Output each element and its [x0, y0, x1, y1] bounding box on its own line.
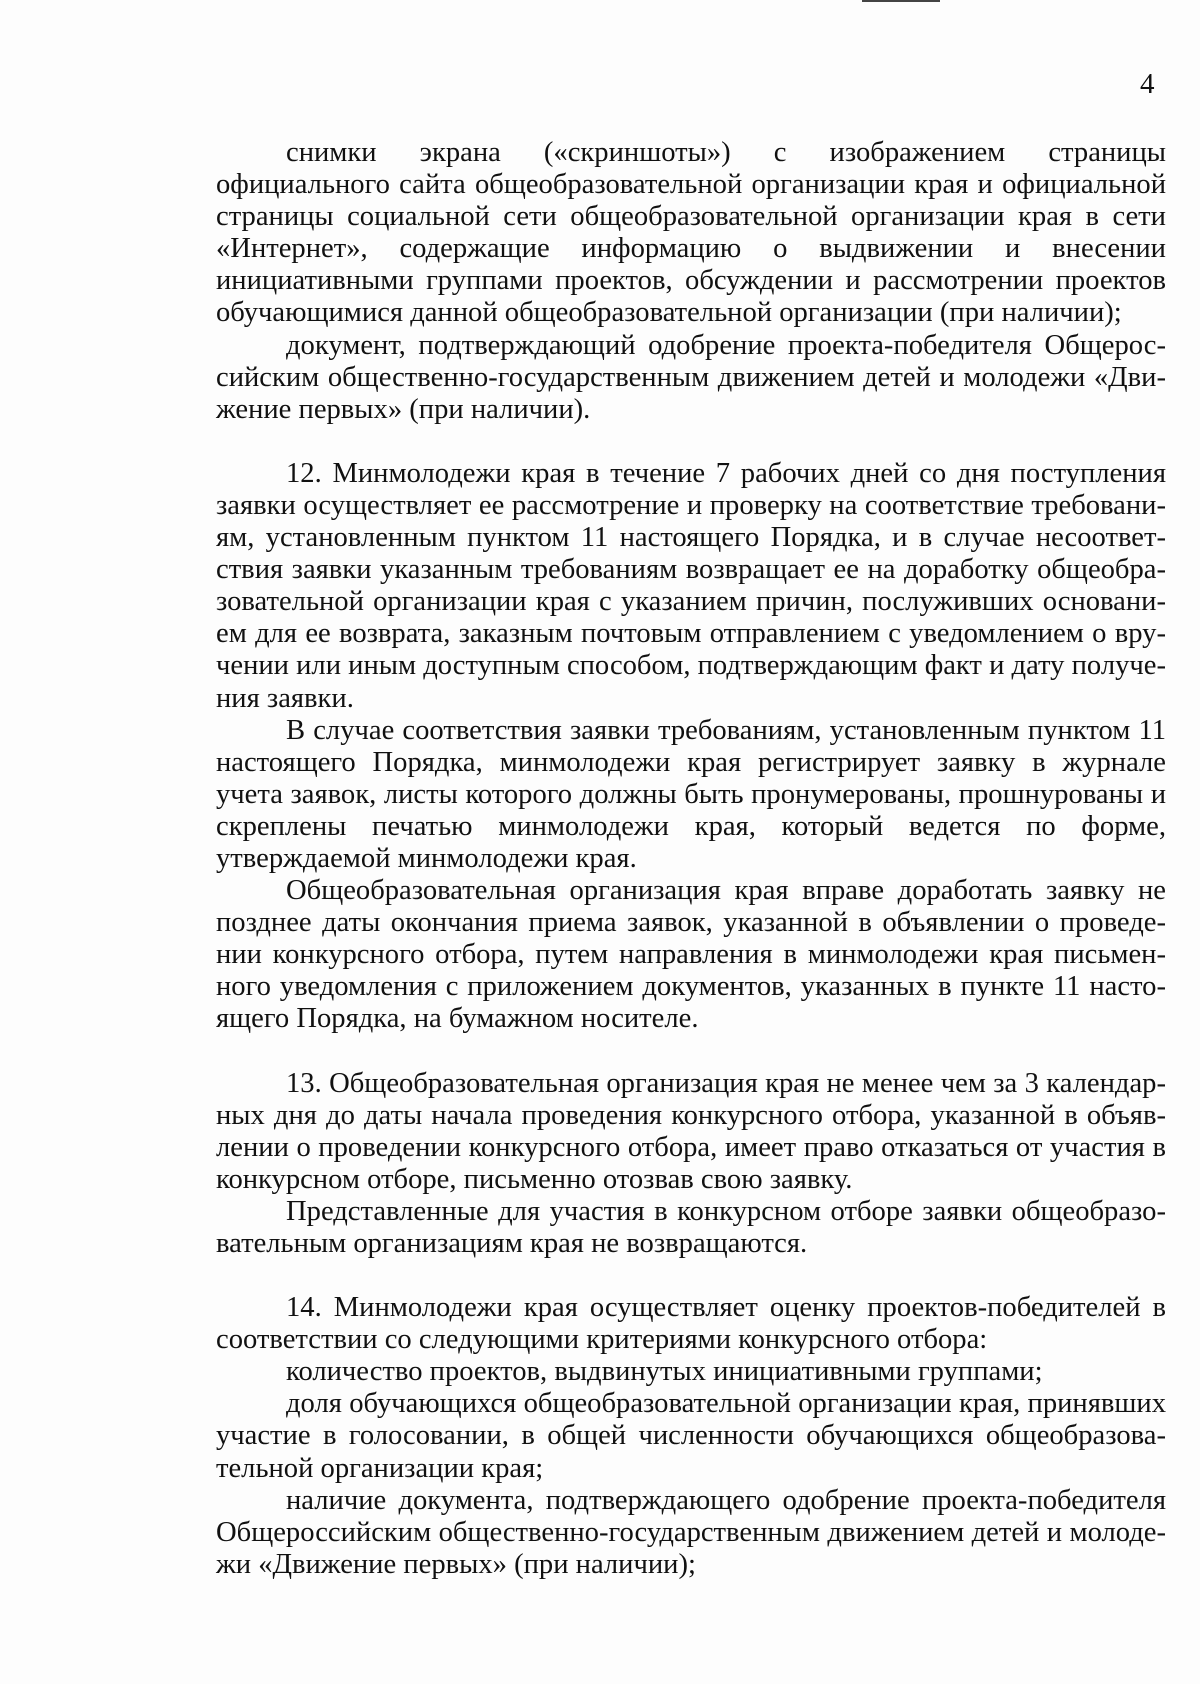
scan-edge-mark [862, 0, 940, 2]
paragraph-approval-document: документ, подтверждающий одобрение проекта-победителя Общероссийским общественно-государственным движением детей и молодежи «Движение первых» (при наличии). [216, 329, 1166, 425]
paragraph-screenshots: снимки экрана («скриншоты») с изображением страницы официального сайта общеобразовательной организации края и официальной страницы социальной сети общеобразовательной организации края в сети «Интернет», содержащие информацию о выдвижении и внесении инициативными группами проектов, обсуждении и рассмотрении проектов обучающимися данной общеобразовательной организации (при наличии); [216, 137, 1166, 329]
paragraph-item-12: 12. Минмолодежи края в течение 7 рабочих дней со дня поступления заявки осуществляет ее рассмотрение и проверку на соответствие требованиям, установленным пунктом 11 настоящего Порядка, и в случае несоответствия заявки указанным требованиям возвращает ее на доработку общеобразовательной организации края с указанием причин, послуживших основанием для ее возврата, заказным почтовым отправлением с уведомлением о вручении или иным доступным способом, подтверждающим факт и дату получения заявки. [216, 457, 1166, 714]
criterion-voting-share: доля обучающихся общеобразовательной организации края, принявших участие в голосовании, в общей численности обучающихся общеобразовательной организации края; [216, 1388, 1166, 1484]
paragraph-item-14: 14. Минмолодежи края осуществляет оценку проектов-победителей в соответствии со следующими критериями конкурсного отбора: [216, 1292, 1166, 1356]
criterion-project-count: количество проектов, выдвинутых инициативными группами; [286, 1356, 1043, 1388]
page-number: 4 [1140, 68, 1155, 100]
document-body [216, 137, 1166, 1581]
paragraph-registration: В случае соответствия заявки требованиям, установленным пунктом 11 настоящего Порядка, минмолодежи края регистрирует заявку в журнале учета заявок, листы которого должны быть пронумерованы, прошнурованы и скреплены печатью минмолодежи края, который ведется по форме, утверждаемой минмолодежи края. [216, 714, 1166, 874]
criterion-approval-document: наличие документа, подтверждающего одобрение проекта-победителя Общероссийским общественно-государственным движением детей и молодежи «Движение первых» (при наличии); [216, 1484, 1166, 1580]
paragraph-revision: Общеобразовательная организация края вправе доработать заявку не позднее даты окончания приема заявок, указанной в объявлении о проведении конкурсного отбора, путем направления в минмолодежи края письменного уведомления с приложением документов, указанных в пункте 11 настоящего Порядка, на бумажном носителе. [216, 875, 1166, 1035]
paragraph-item-13: 13. Общеобразовательная организация края не менее чем за 3 календарных дня до даты начала проведения конкурсного отбора, указанной в объявлении о проведении конкурсного отбора, имеет право отказаться от участия в конкурсном отборе, письменно отозвав свою заявку. [216, 1067, 1166, 1195]
paragraph-not-returned: Представленные для участия в конкурсном отборе заявки общеобразовательным организациям края не возвращаются. [216, 1195, 1166, 1259]
